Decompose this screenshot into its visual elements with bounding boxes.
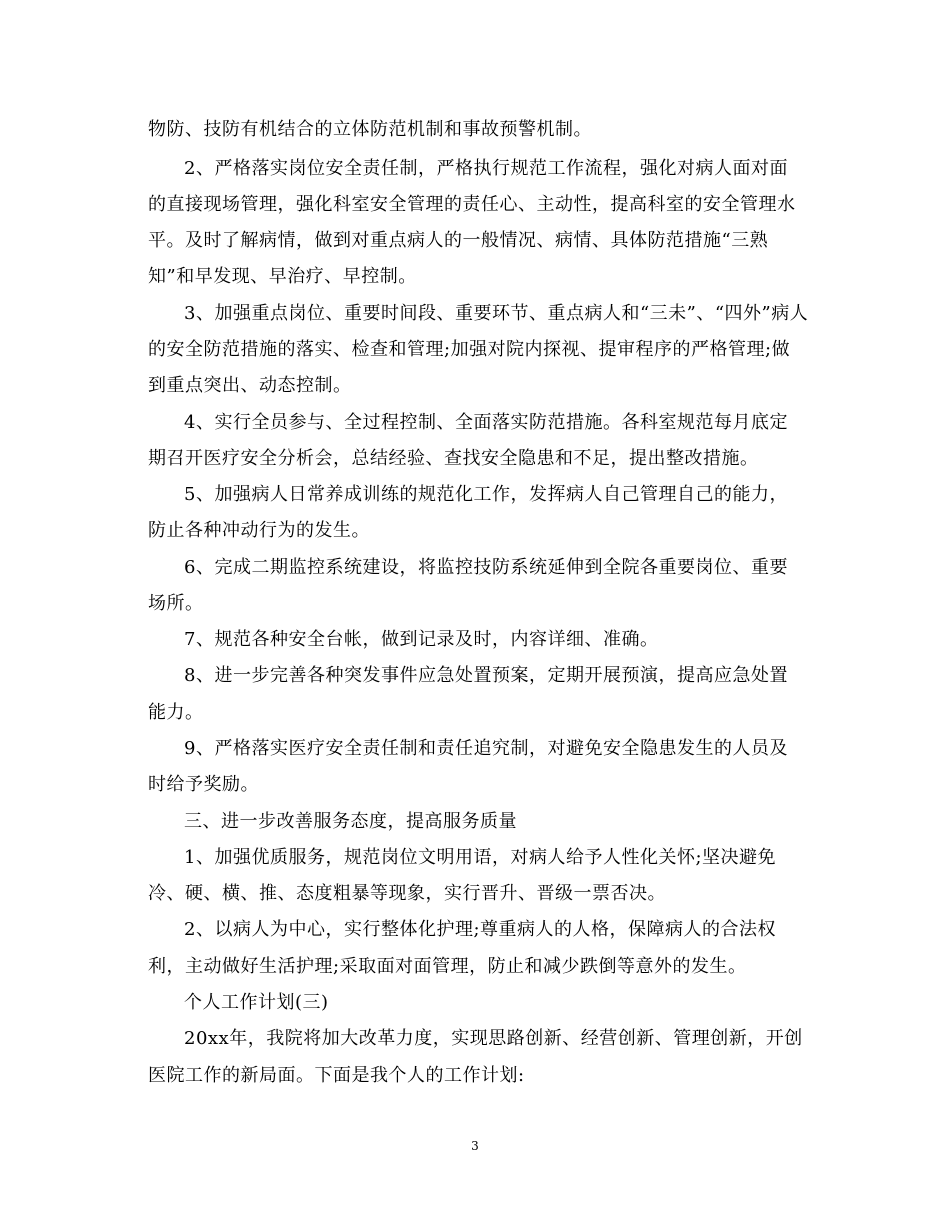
text-line: 知”和早发现、早治疗、早控制。 bbox=[148, 266, 417, 287]
text-line: 4、实行全员参与、全过程控制、全面落实防范措施。各科室规范每月底定 bbox=[184, 412, 788, 433]
text-line: 7、规范各种安全台帐，做到记录及时，内容详细、准确。 bbox=[184, 629, 659, 650]
section-heading: 个人工作计划(三) bbox=[184, 992, 329, 1013]
text-line: 5、加强病人日常养成训练的规范化工作，发挥病人自己管理自己的能力， bbox=[184, 484, 788, 505]
text-line: 1、加强优质服务，规范岗位文明用语，对病人给予人性化关怀;坚决避免 bbox=[184, 847, 777, 868]
text-line: 能力。 bbox=[148, 702, 204, 723]
section-heading: 三、进一步改善服务态度，提高服务质量 bbox=[184, 811, 517, 832]
text-line: 2、以病人为中心，实行整体化护理;尊重病人的人格，保障病人的合法权 bbox=[184, 919, 777, 940]
page-number: 3 bbox=[471, 1139, 479, 1153]
text-line: 9、严格落实医疗安全责任制和责任追究制，对避免安全隐患发生的人员及 bbox=[184, 738, 788, 759]
text-line: 利，主动做好生活护理;采取面对面管理，防止和减少跌倒等意外的发生。 bbox=[148, 956, 747, 977]
text-line: 到重点突出、动态控制。 bbox=[148, 375, 352, 396]
text-line: 冷、硬、横、推、态度粗暴等现象，实行晋升、晋级一票否决。 bbox=[148, 883, 666, 904]
text-line: 物防、技防有机结合的立体防范机制和事故预警机制。 bbox=[148, 119, 592, 140]
text-line: 的直接现场管理，强化科室安全管理的责任心、主动性，提高科室的安全管理水 bbox=[148, 194, 796, 215]
text-line: 6、完成二期监控系统建设，将监控技防系统延伸到全院各重要岗位、重要 bbox=[184, 557, 788, 578]
text-line: 20xx年，我院将加大改革力度，实现思路创新、经营创新、管理创新，开创 bbox=[184, 1028, 803, 1049]
text-line: 2、严格落实岗位安全责任制，严格执行规范工作流程，强化对病人面对面 bbox=[184, 158, 788, 179]
text-line: 时给予奖励。 bbox=[148, 774, 259, 795]
text-line: 防止各种冲动行为的发生。 bbox=[148, 520, 370, 541]
text-line: 期召开医疗安全分析会，总结经验、查找安全隐患和不足，提出整改措施。 bbox=[148, 448, 759, 469]
text-line: 场所。 bbox=[148, 593, 204, 614]
text-line: 3、加强重点岗位、重要时间段、重要环节、重点病人和“三未”、“四外”病人 bbox=[184, 303, 809, 324]
text-line: 8、进一步完善各种突发事件应急处置预案，定期开展预演，提高应急处置 bbox=[184, 665, 788, 686]
text-line: 平。及时了解病情，做到对重点病人的一般情况、病情、具体防范措施“三熟 bbox=[148, 230, 769, 251]
text-line: 的安全防范措施的落实、检查和管理;加强对院内探视、提审程序的严格管理;做 bbox=[148, 339, 791, 360]
text-line: 医院工作的新局面。下面是我个人的工作计划: bbox=[148, 1065, 525, 1086]
